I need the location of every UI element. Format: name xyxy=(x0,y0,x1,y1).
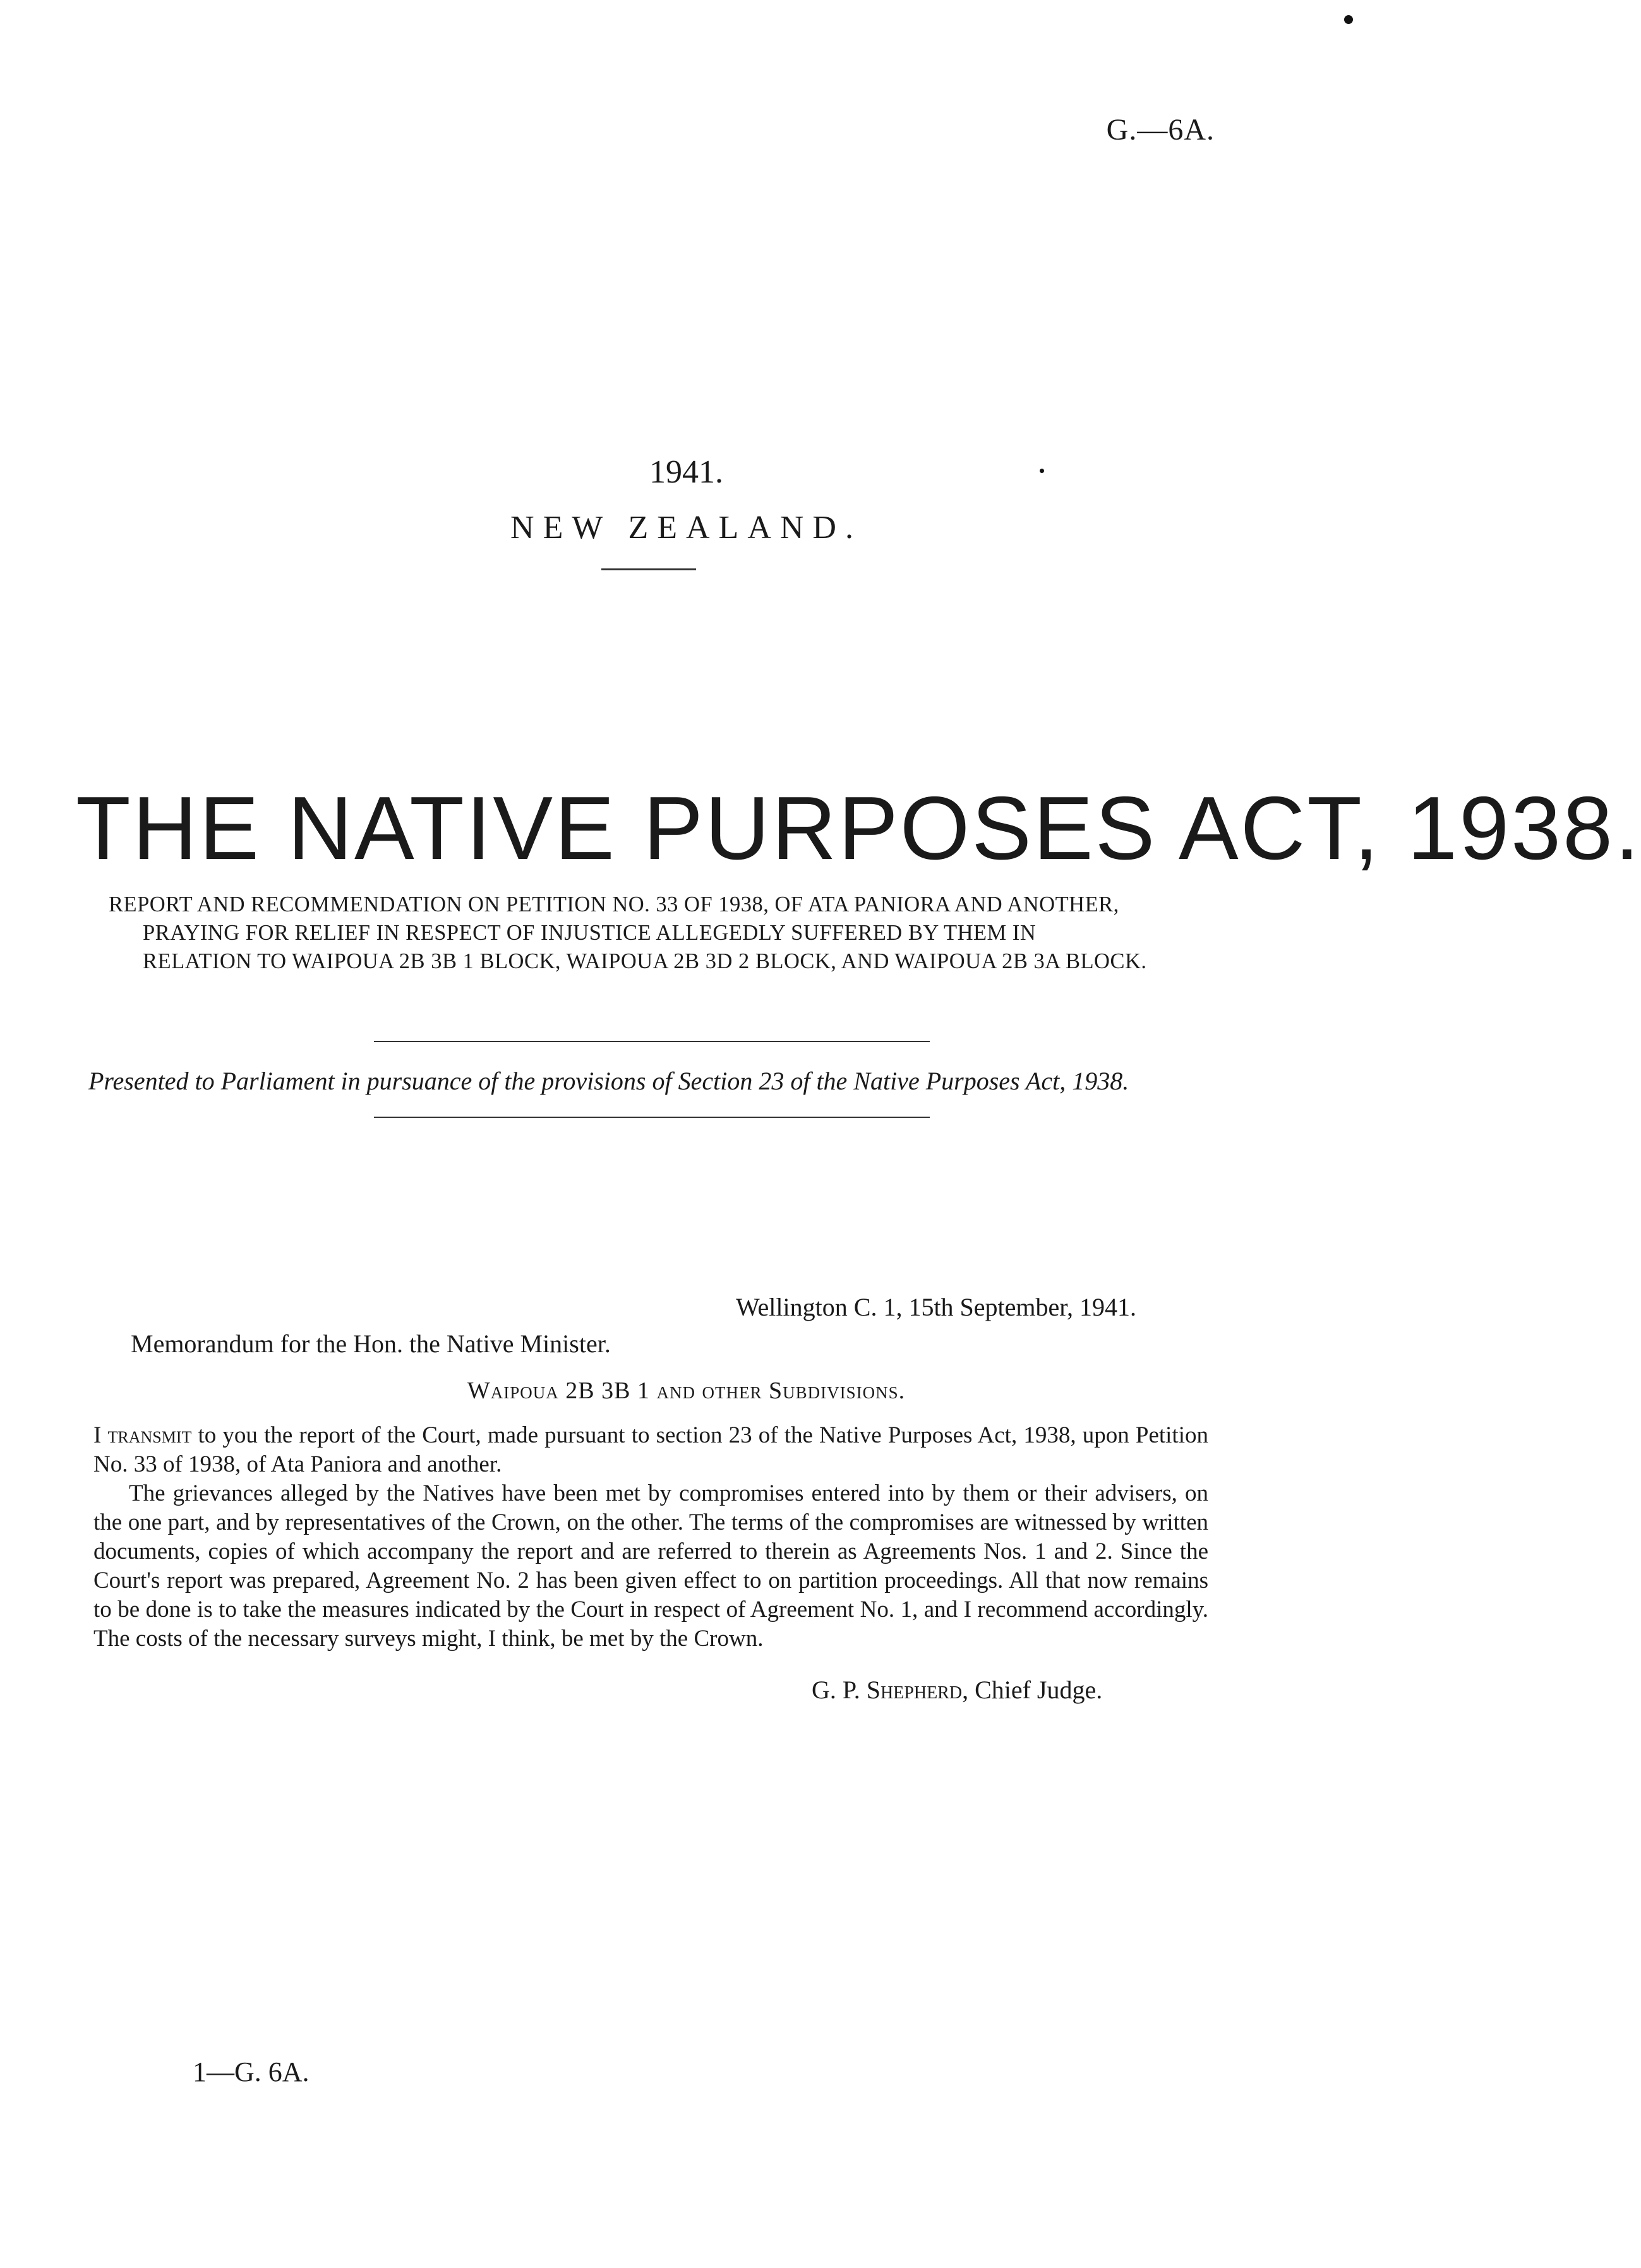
place-date: Wellington C. 1, 15th September, 1941. xyxy=(736,1293,1137,1321)
para1-lead: I transmit xyxy=(93,1422,192,1448)
country: NEW ZEALAND. xyxy=(510,510,862,546)
subtitle-line-2: PRAYING FOR RELIEF IN RESPECT OF INJUSTICE ALLEGEDLY SUFFERED BY THEM IN xyxy=(143,921,1037,945)
short-divider xyxy=(601,568,696,570)
signature xyxy=(812,1675,1102,1705)
corner-dot xyxy=(1344,15,1353,24)
para1-text: to you the report of the Court, made pursuant to section 23 of the Native Purposes Act, 1938, upon Petition No. 33 of 1938, of Ata Paniora and another. xyxy=(93,1422,1208,1477)
memo-addressee: Memorandum for the Hon. the Native Minister. xyxy=(131,1329,611,1358)
subtitle xyxy=(109,891,1208,976)
subtitle-line-3: RELATION TO WAIPOUA 2B 3B 1 BLOCK, WAIPOUA 2B 3D 2 BLOCK, AND WAIPOUA 2B 3A BLOCK. xyxy=(143,949,1147,973)
subtitle-line-1: REPORT AND RECOMMENDATION ON PETITION NO. 33 OF 1938, OF ATA PANIORA AND ANOTHER, xyxy=(109,892,1119,916)
upper-rule xyxy=(374,1041,930,1042)
page-reference: G.—6A. xyxy=(1106,113,1215,147)
memo-heading xyxy=(0,1377,1373,1405)
signature-title: , Chief Judge. xyxy=(962,1676,1103,1704)
memo-heading-text: Waipoua 2B 3B 1 and other Subdivisions. xyxy=(467,1377,906,1404)
memo-body xyxy=(93,1421,1208,1653)
year: 1941. xyxy=(649,454,723,490)
presented-note: Presented to Parliament in pursuance of the provisions of Section 23 of the Native Purposes Act, 1938. xyxy=(88,1067,1129,1095)
signature-name: G. P. Shepherd xyxy=(812,1676,963,1704)
lower-rule xyxy=(374,1117,930,1118)
sheet-reference: 1—G. 6A. xyxy=(193,2056,310,2087)
act-title: THE NATIVE PURPOSES ACT, 1938. xyxy=(76,778,1641,879)
paragraph-2: The grievances alleged by the Natives have been met by compromises entered into by them or their advisers, on the one part, and by representatives of the Crown, on the other. The terms of the compromises are witnessed by written documents, copies of which accompany the report and are referred to therein as Agreements Nos. 1 and 2. Since the Court's report was prepared, Agreement No. 2 has been given effect to on partition proceedings. All that now remains to be done is to take the measures indicated by the Court in respect of Agreement No. 1, and I recommend accordingly. The costs of the necessary surveys might, I think, be met by the Crown. xyxy=(93,1480,1208,1652)
stray-dot xyxy=(1040,469,1044,473)
paragraph-1 xyxy=(93,1421,1208,1479)
